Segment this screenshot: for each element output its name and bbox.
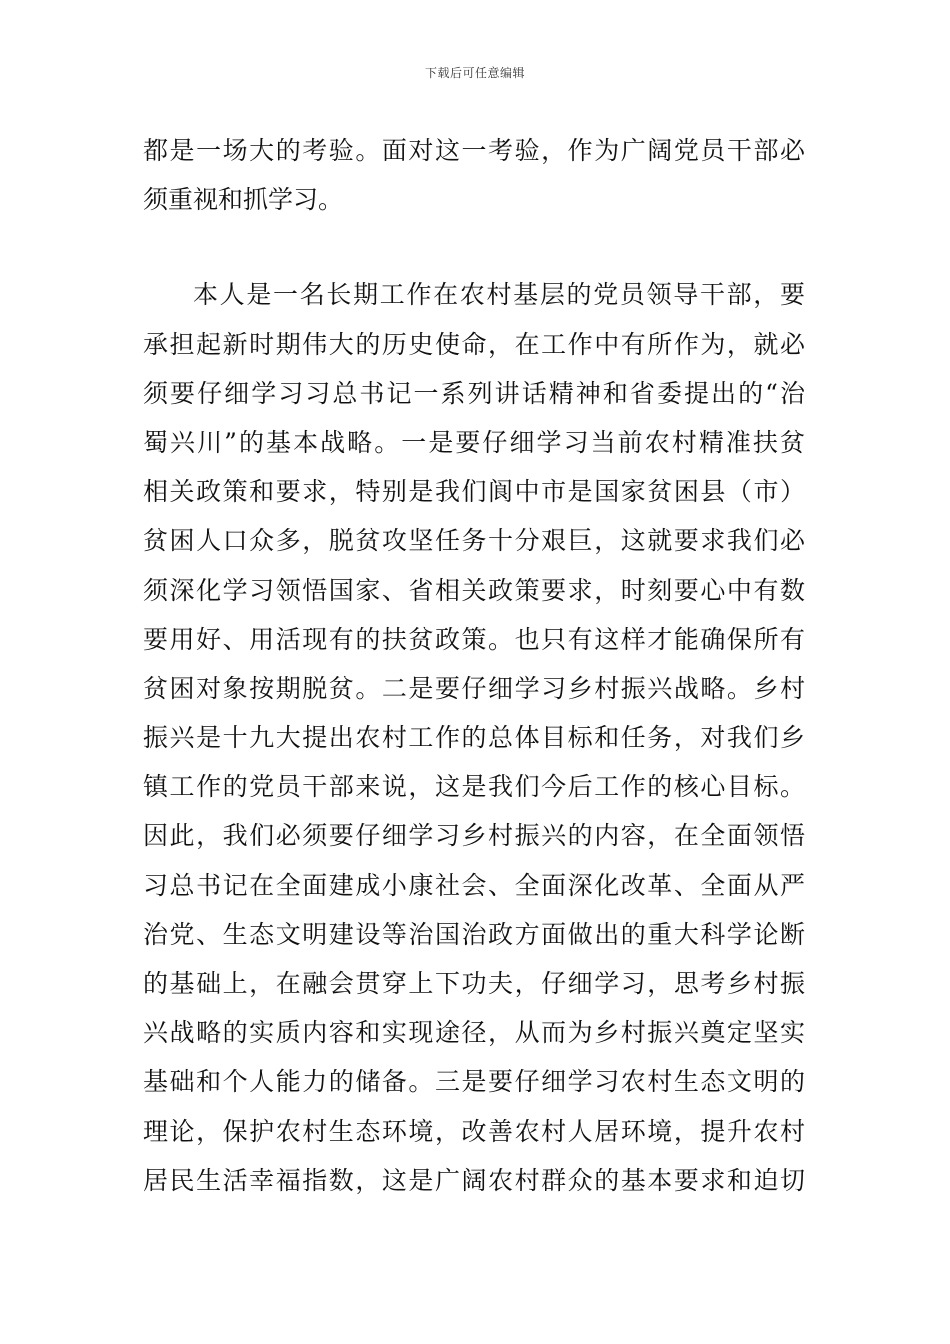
text-line: 都是一场大的考验。面对这一考验，作为广阔党员干部必	[143, 136, 805, 165]
text-line: 理论，保护农村生态环境，改善农村人居环境，提升农村	[143, 1116, 805, 1146]
paragraph-2	[143, 270, 805, 1205]
paragraph-gap	[143, 224, 805, 270]
text-line: 的基础上，在融会贯穿上下功夫，仔细学习，思考乡村振	[143, 969, 805, 998]
text-line: 蜀兴川”的基本战略。一是要仔细学习当前农村精准扶贫	[143, 427, 805, 457]
text-line: 镇工作的党员干部来说，这是我们今后工作的核心目标。	[143, 772, 805, 802]
text-line: 基础和个人能力的储备。三是要仔细学习农村生态文明的	[143, 1067, 805, 1097]
document-body	[143, 126, 805, 1205]
text-line: 振兴是十九大提出农村工作的总体目标和任务，对我们乡	[143, 723, 805, 753]
page-header: 下载后可任意编辑	[424, 66, 525, 80]
text-line: 须深化学习领悟国家、省相关政策要求，时刻要心中有数	[143, 575, 805, 605]
paragraph-1	[143, 126, 805, 224]
text-line: 因此，我们必须要仔细学习乡村振兴的内容，在全面领悟	[143, 821, 805, 851]
text-line: 治党、生态文明建设等治国治政方面做出的重大科学论断	[143, 919, 805, 949]
text-line: 贫困人口众多，脱贫攻坚任务十分艰巨，这就要求我们必	[143, 526, 805, 556]
text-line-indented: 本人是一名长期工作在农村基层的党员领导干部，要	[193, 280, 805, 310]
text-line: 相关政策和要求，特别是我们阆中市是国家贫困县（市）	[143, 477, 805, 507]
text-line: 须重视和抓学习。	[143, 185, 344, 215]
text-line: 居民生活幸福指数，这是广阔农村群众的基本要求和迫切	[143, 1165, 805, 1195]
text-line: 贫困对象按期脱贫。二是要仔细学习乡村振兴战略。乡村	[143, 673, 805, 703]
text-line: 须要仔细学习习总书记一系列讲话精神和省委提出的“治	[143, 378, 805, 408]
text-line: 要用好、用活现有的扶贫政策。也只有这样才能确保所有	[143, 624, 805, 654]
text-line: 承担起新时期伟大的历史使命，在工作中有所作为，就必	[143, 329, 805, 359]
text-line: 习总书记在全面建成小康社会、全面深化改革、全面从严	[143, 870, 805, 900]
text-line: 兴战略的实质内容和实现途径，从而为乡村振兴奠定坚实	[143, 1018, 805, 1048]
